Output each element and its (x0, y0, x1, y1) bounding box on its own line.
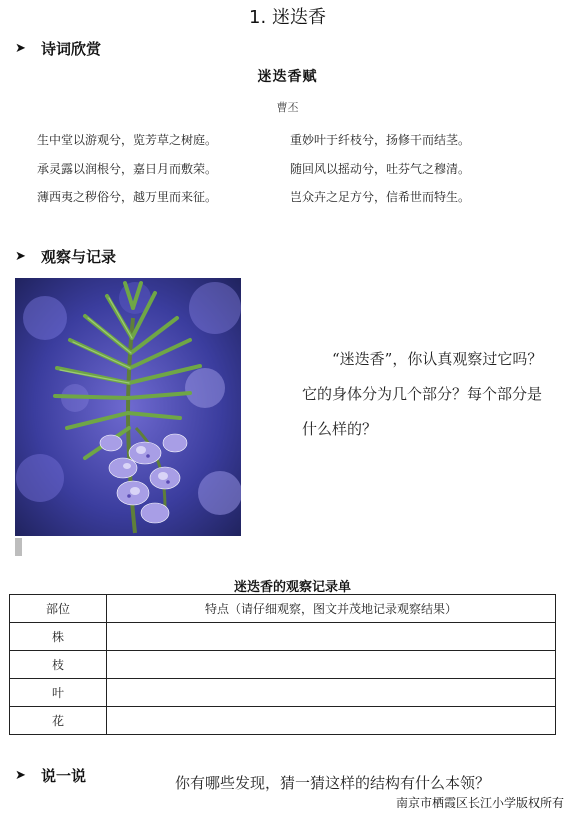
section-poetry-heading (15, 38, 101, 59)
page-title: 1. 迷迭香 (249, 7, 326, 28)
header-features: 特点（请仔细观察，图文并茂地记录观察结果） (107, 595, 556, 623)
rosemary-photo (15, 278, 241, 536)
row-note-cell[interactable] (107, 651, 556, 679)
observation-record-table (9, 594, 556, 735)
arrow-bullet-icon: ➤ (15, 768, 26, 783)
section-observe-label: 观察与记录 (41, 248, 117, 266)
copyright-footer: 南京市栖霞区长江小学版权所有 (395, 796, 564, 810)
arrow-bullet-icon: ➤ (15, 41, 26, 56)
section-talk-label: 说一说 (41, 767, 87, 785)
table-row (10, 679, 556, 707)
poem-author: 曹丕 (276, 101, 299, 114)
poem-line: 承灵露以润根兮，嘉日月而敷荣。 (37, 162, 218, 176)
row-note-cell[interactable] (107, 707, 556, 735)
poem-line: 薄西夷之秽俗兮，越万里而来征。 (37, 190, 218, 204)
poem-line: 随回风以摇动兮，吐芬气之穆清。 (290, 162, 471, 176)
poem-title: 迷迭香赋 (257, 69, 318, 85)
rosemary-illustration (15, 278, 241, 536)
talk-question: 你有哪些发现，猜一猜这样的结构有什么本领？ (175, 774, 491, 792)
table-header-row (10, 595, 556, 623)
section-observe-heading (15, 246, 116, 267)
row-note-cell[interactable] (107, 623, 556, 651)
row-part-label: 花 (10, 707, 107, 735)
row-part-label: 叶 (10, 679, 107, 707)
table-row (10, 707, 556, 735)
header-part: 部位 (10, 595, 107, 623)
image-caret-marker (15, 538, 22, 556)
section-talk-heading (15, 765, 86, 786)
table-row (10, 651, 556, 679)
poem-line: 重妙叶于纤枝兮，扬修干而结茎。 (290, 133, 471, 147)
row-part-label: 株 (10, 623, 107, 651)
arrow-bullet-icon: ➤ (15, 249, 26, 264)
poem-line: 岂众卉之足方兮，信希世而特生。 (290, 190, 471, 204)
table-row (10, 623, 556, 651)
section-poetry-label: 诗词欣赏 (41, 40, 102, 58)
observe-question: “迷迭香”，你认真观察过它吗？它的身体分为几个部分？每个部分是什么样的？ (302, 350, 543, 438)
row-note-cell[interactable] (107, 679, 556, 707)
poem-line: 生中堂以游观兮，览芳草之树庭。 (37, 133, 218, 147)
record-table-title: 迷迭香的观察记录单 (233, 580, 351, 595)
row-part-label: 枝 (10, 651, 107, 679)
